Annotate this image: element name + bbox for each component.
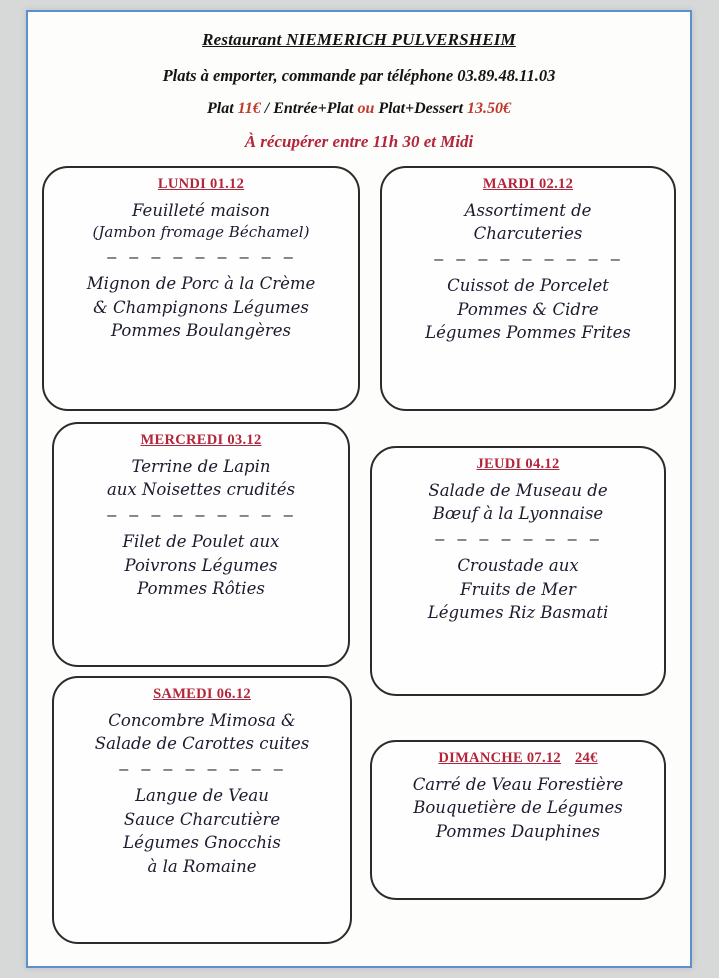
poster-header bbox=[28, 12, 690, 152]
price-menu-value: 13.50€ bbox=[467, 100, 512, 117]
price-middle: / Entrée+Plat bbox=[260, 100, 358, 117]
price-ou: ou bbox=[357, 100, 375, 117]
day-label-samedi: SAMEDI 06.12 bbox=[153, 686, 251, 702]
price-plat-label: Plat bbox=[206, 100, 238, 117]
price-tail: Plat+Dessert bbox=[374, 100, 468, 117]
main-line: Légumes Pommes Frites bbox=[425, 323, 631, 343]
menu-card-mercredi bbox=[52, 422, 350, 667]
main-line: Bouquetière de Légumes bbox=[413, 798, 623, 818]
main-line: à la Romaine bbox=[147, 856, 257, 876]
main-line: Légumes Riz Basmati bbox=[427, 603, 609, 623]
main-line: Filet de Poulet aux bbox=[122, 532, 280, 552]
main-line: Légumes Gnocchis bbox=[123, 833, 281, 853]
main-line: Pommes & Cidre bbox=[457, 299, 599, 319]
starter-line: Assortiment de bbox=[464, 201, 592, 220]
menu-card-lundi bbox=[42, 166, 360, 411]
main-line: & Champignons Légumes bbox=[93, 297, 309, 317]
order-info: Plats à emporter, commande par téléphone 03.89.48.11.03 bbox=[162, 66, 556, 85]
main-line: Langue de Veau bbox=[135, 786, 269, 806]
starter-line: Salade de Museau de bbox=[428, 481, 608, 500]
main-line: Pommes Dauphines bbox=[435, 821, 601, 841]
main-line: Pommes Boulangères bbox=[110, 321, 291, 341]
day-label-lundi: LUNDI 01.12 bbox=[157, 176, 245, 192]
main-line: Poivrons Légumes bbox=[124, 555, 278, 575]
starter-line: aux Noisettes crudités bbox=[106, 480, 296, 500]
pickup-time: À récupérer entre 11h 30 et Midi bbox=[244, 132, 474, 151]
starter-line: Concombre Mimosa & bbox=[108, 711, 296, 730]
main-line: Sauce Charcutière bbox=[123, 809, 281, 829]
main-line: Fruits de Mer bbox=[460, 579, 576, 599]
day-price: 24€ bbox=[574, 750, 598, 766]
menu-card-mardi bbox=[380, 166, 676, 411]
starter-line: Salade de Carottes cuites bbox=[94, 734, 310, 754]
main-line: Carré de Veau Forestière bbox=[412, 775, 624, 794]
divider: — — — — — — — — bbox=[119, 759, 285, 778]
menu-card-jeudi bbox=[370, 446, 666, 696]
menu-card-dimanche bbox=[370, 740, 666, 900]
divider: — — — — — — — — — bbox=[434, 249, 622, 268]
day-label-mercredi: MERCREDI 03.12 bbox=[140, 432, 262, 448]
day-label-dimanche bbox=[382, 750, 654, 767]
menu-board bbox=[28, 166, 690, 956]
price-plat-value: 11€ bbox=[237, 100, 261, 117]
starter-line: Terrine de Lapin bbox=[131, 457, 271, 476]
starter-line: Bœuf à la Lyonnaise bbox=[432, 504, 604, 524]
divider: — — — — — — — — — bbox=[107, 247, 295, 266]
menu-poster bbox=[26, 10, 692, 968]
starter-line: Charcuteries bbox=[473, 224, 583, 244]
main-line: Pommes Rôties bbox=[137, 579, 265, 599]
menu-card-samedi bbox=[52, 676, 352, 944]
day-name: DIMANCHE 07.12 bbox=[438, 750, 561, 766]
restaurant-title: Restaurant NIEMERICH PULVERSHEIM bbox=[202, 30, 516, 49]
main-line: Cuissot de Porcelet bbox=[447, 276, 609, 296]
main-line: Mignon de Porc à la Crème bbox=[86, 274, 316, 294]
divider: — — — — — — — — bbox=[435, 529, 601, 548]
starter-line: (Jambon fromage Béchamel) bbox=[92, 223, 310, 242]
day-label-mardi: MARDI 02.12 bbox=[482, 176, 574, 192]
divider: — — — — — — — — — bbox=[107, 505, 295, 524]
day-label-jeudi: JEUDI 04.12 bbox=[476, 456, 560, 472]
price-line bbox=[28, 100, 690, 118]
starter-line: Feuilleté maison bbox=[132, 201, 270, 220]
main-line: Croustade aux bbox=[457, 556, 579, 576]
